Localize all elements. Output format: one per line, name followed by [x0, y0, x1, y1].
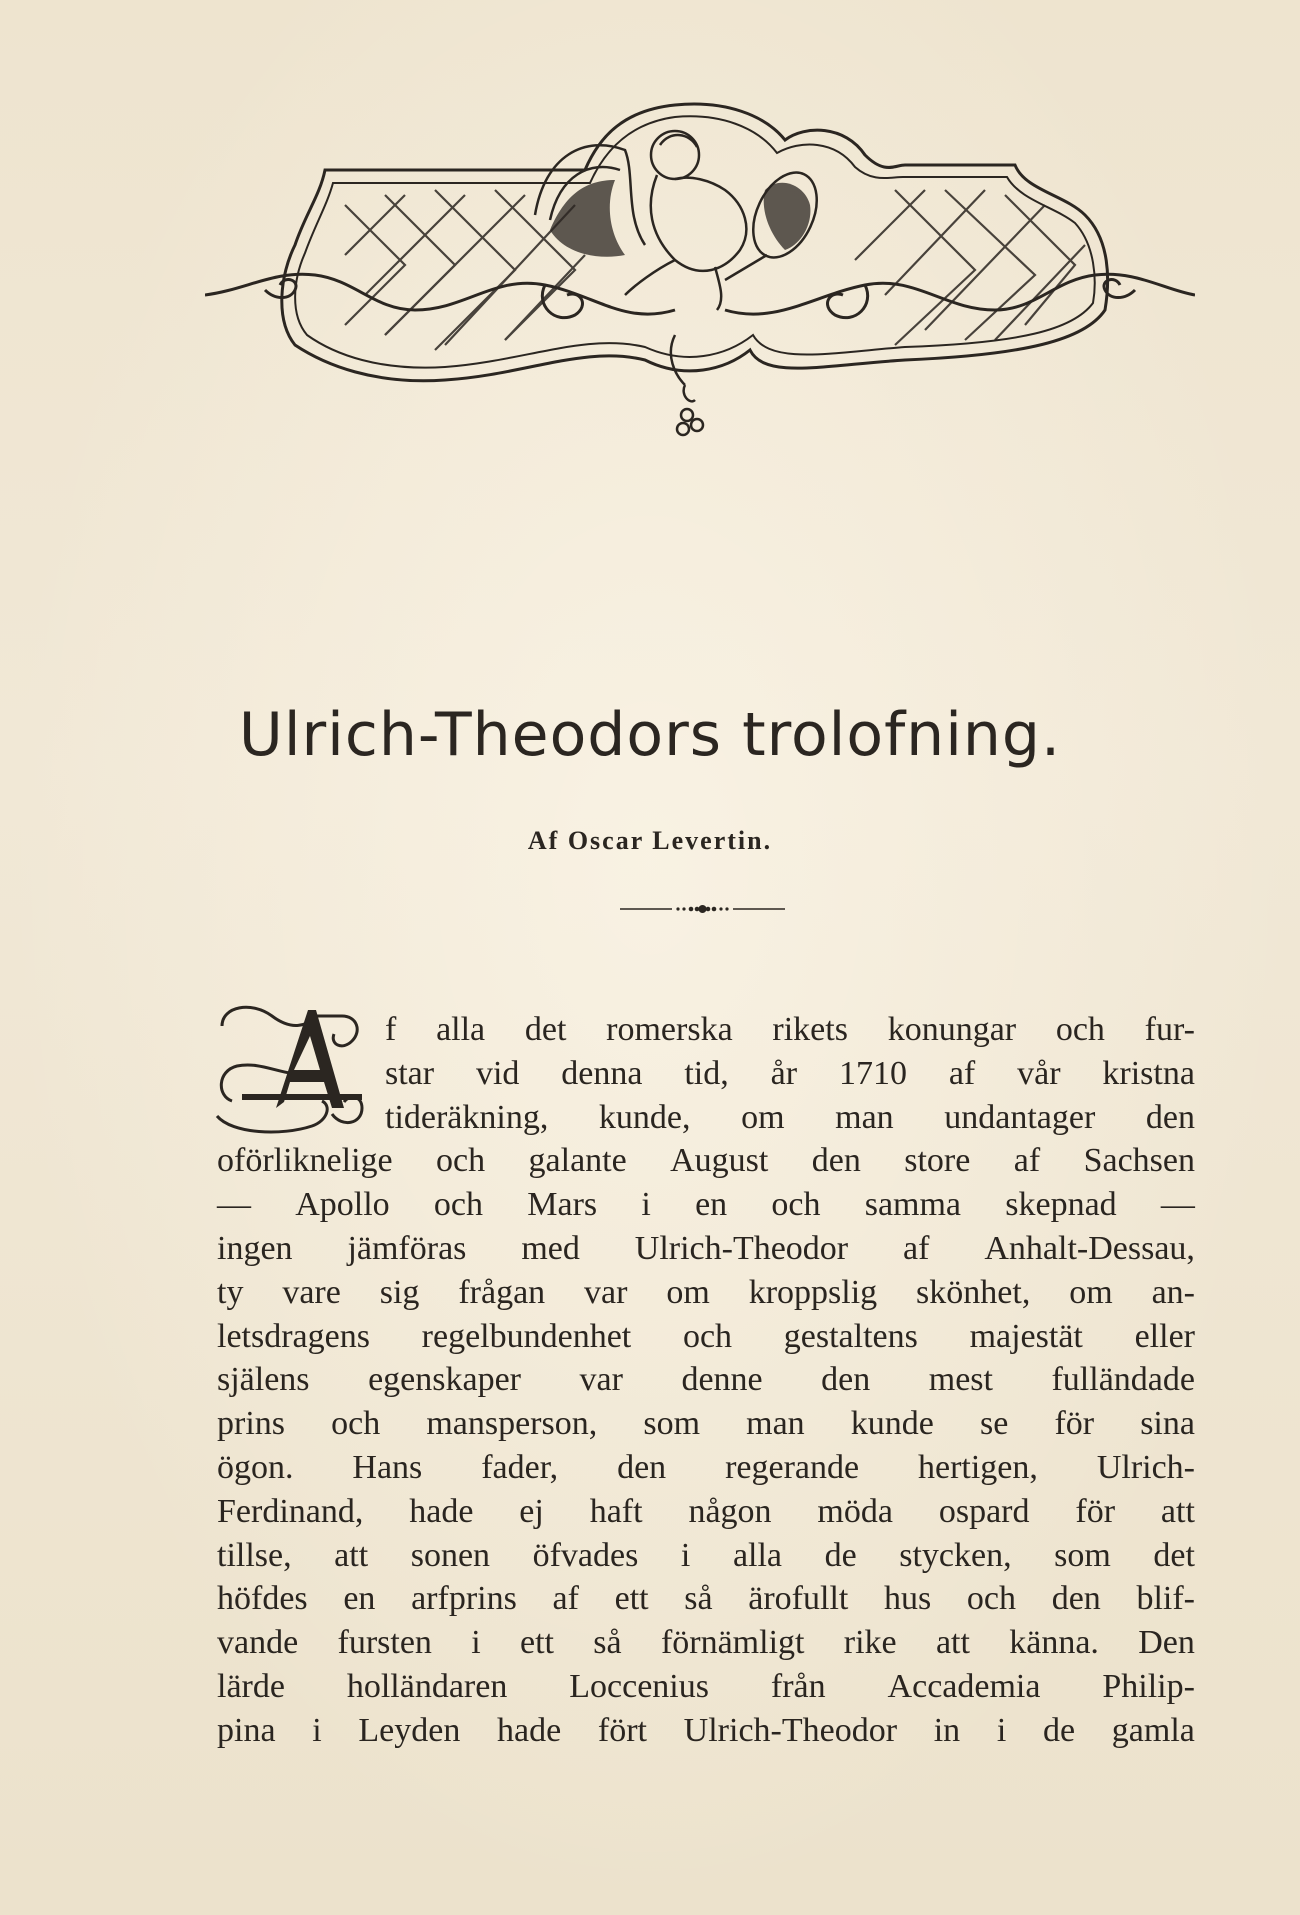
word: Hans	[352, 1448, 423, 1486]
word: i	[471, 1624, 481, 1662]
word: var	[584, 1273, 628, 1311]
word: undantager	[944, 1098, 1096, 1136]
word: höfdes	[217, 1580, 308, 1618]
word: ej	[519, 1492, 544, 1530]
word: denne	[681, 1361, 763, 1399]
text-line	[217, 1709, 1195, 1753]
word: Leyden	[358, 1711, 461, 1749]
word: om	[1069, 1273, 1113, 1311]
word: in	[933, 1711, 961, 1749]
word: man	[746, 1405, 805, 1443]
word: holländaren	[346, 1667, 508, 1705]
word: så	[593, 1624, 622, 1662]
word: jämföras	[347, 1229, 467, 1267]
word: ett	[520, 1624, 554, 1662]
word: kunde,	[598, 1098, 691, 1136]
word: af	[552, 1580, 579, 1618]
word: alla	[436, 1011, 486, 1048]
word: fader,	[481, 1448, 559, 1486]
word: prins	[217, 1405, 285, 1443]
word: romerska	[606, 1011, 733, 1048]
word: sonen	[410, 1536, 491, 1574]
word: med	[521, 1229, 580, 1267]
word: rikets	[772, 1011, 848, 1048]
word: blif-	[1136, 1580, 1195, 1618]
word: pina	[217, 1711, 276, 1749]
byline-text: Af Oscar Levertin.	[527, 826, 773, 855]
word: år	[770, 1054, 798, 1092]
text-line	[217, 1490, 1195, 1534]
word: kunde	[850, 1405, 934, 1443]
word: det	[1153, 1536, 1195, 1574]
word: var	[579, 1361, 623, 1399]
word: någon	[688, 1492, 772, 1530]
word: mest	[928, 1361, 993, 1399]
word: man	[835, 1098, 894, 1136]
word: öfvades	[532, 1536, 639, 1574]
word: regelbundenhet	[421, 1317, 632, 1355]
word: fört	[597, 1711, 647, 1749]
word: fursten	[337, 1624, 432, 1662]
word: August	[670, 1142, 769, 1180]
word: vår	[1017, 1054, 1061, 1092]
word: vid	[475, 1054, 520, 1092]
text-line	[217, 1577, 1195, 1621]
text-line	[217, 1008, 1195, 1052]
word: fur-	[1144, 1011, 1195, 1048]
word: så	[684, 1580, 713, 1618]
word: egenskaper	[368, 1361, 521, 1399]
word: den	[1051, 1580, 1101, 1618]
word: store	[904, 1142, 971, 1180]
word: tid,	[684, 1054, 729, 1092]
word: tideräkning,	[385, 1098, 549, 1136]
page-title: Ulrich-Theodors trolofning.	[238, 700, 1062, 770]
word: skepnad	[1005, 1186, 1117, 1224]
word: de	[1043, 1711, 1076, 1749]
text-line	[217, 1227, 1195, 1271]
word: förnämligt	[660, 1624, 805, 1662]
word: att	[935, 1624, 970, 1662]
word: om	[666, 1273, 710, 1311]
word: möda	[817, 1492, 893, 1530]
text-line	[217, 1096, 1195, 1140]
word: hus	[884, 1580, 932, 1618]
word: regerande	[725, 1448, 860, 1486]
byline	[0, 826, 1300, 856]
text-line	[217, 1139, 1195, 1183]
word: kristna	[1102, 1054, 1195, 1092]
text-line	[217, 1052, 1195, 1096]
word: Ferdinand,	[217, 1492, 364, 1530]
word: ett	[614, 1580, 649, 1618]
word: Ulrich-Theodor	[634, 1229, 849, 1267]
word: vande	[217, 1624, 299, 1662]
cherub-ornament-icon	[205, 95, 1195, 455]
word: mansperson,	[426, 1405, 598, 1443]
word: de	[824, 1536, 857, 1574]
word: och	[331, 1405, 381, 1443]
word: att	[334, 1536, 369, 1574]
word: en	[695, 1186, 728, 1224]
word: gamla	[1111, 1711, 1195, 1749]
word: an-	[1151, 1273, 1195, 1311]
word: Accademia	[887, 1667, 1041, 1705]
word: Anhalt-Dessau,	[984, 1229, 1195, 1267]
word: och	[682, 1317, 733, 1355]
word: frågan	[458, 1273, 546, 1311]
word: kroppslig	[748, 1273, 878, 1311]
word: tillse,	[217, 1536, 292, 1574]
text-line	[217, 1271, 1195, 1315]
word: haft	[589, 1492, 643, 1530]
word: letsdragens	[217, 1317, 370, 1355]
text-line	[217, 1315, 1195, 1359]
text-line	[217, 1534, 1195, 1578]
word: af	[948, 1054, 976, 1092]
word: galante	[528, 1142, 627, 1180]
word: om	[741, 1098, 785, 1136]
text-line	[217, 1402, 1195, 1446]
word: den	[617, 1448, 667, 1486]
word: konungar	[887, 1011, 1017, 1048]
word: hade	[409, 1492, 474, 1530]
word: —	[217, 1186, 251, 1224]
ornamental-divider-icon	[620, 899, 785, 919]
word: lärde	[217, 1667, 285, 1705]
word: Loccenius	[569, 1667, 709, 1705]
word: stycken,	[899, 1536, 1012, 1574]
word: fulländade	[1051, 1361, 1195, 1399]
word: Mars	[527, 1186, 598, 1224]
word: arfprins	[411, 1580, 517, 1618]
word: ty	[217, 1273, 244, 1311]
word: vare	[282, 1273, 341, 1311]
word: att	[1160, 1492, 1195, 1530]
text-line	[217, 1665, 1195, 1709]
word: f	[385, 1011, 397, 1048]
word: af	[1013, 1142, 1041, 1180]
word: denna	[561, 1054, 643, 1092]
word: den	[821, 1361, 871, 1399]
word: sina	[1140, 1405, 1195, 1443]
word: från	[770, 1667, 826, 1705]
word: i	[641, 1186, 651, 1224]
word: den	[811, 1142, 861, 1180]
word: en	[343, 1580, 376, 1618]
word: 1710	[838, 1054, 907, 1092]
word: Sachsen	[1083, 1142, 1195, 1180]
word: i	[996, 1711, 1007, 1749]
word: se	[980, 1405, 1009, 1443]
word: alla	[732, 1536, 783, 1574]
word: och	[433, 1186, 484, 1224]
word: i	[312, 1711, 322, 1749]
word: Ulrich-	[1096, 1448, 1195, 1486]
word: star	[385, 1054, 435, 1092]
word: Ulrich-Theodor	[683, 1711, 898, 1749]
word: Philip-	[1102, 1667, 1195, 1705]
word: ögon.	[217, 1448, 294, 1486]
word: samma	[864, 1186, 962, 1224]
word: det	[524, 1011, 567, 1048]
word: gestaltens	[783, 1317, 918, 1355]
body-text	[217, 1008, 1195, 1753]
word: —	[1160, 1186, 1195, 1224]
word: och	[436, 1142, 486, 1180]
word: ärofullt	[748, 1580, 849, 1618]
word: oförliknelige	[217, 1142, 393, 1180]
word: och	[966, 1580, 1017, 1618]
word: eller	[1134, 1317, 1195, 1355]
word: ingen	[217, 1229, 293, 1267]
word: känna.	[1009, 1624, 1099, 1662]
word: och	[771, 1186, 821, 1224]
word: skönhet,	[916, 1273, 1031, 1311]
word: och	[1055, 1011, 1105, 1048]
word: sig	[379, 1273, 420, 1311]
word: af	[903, 1229, 930, 1267]
word: som	[643, 1405, 701, 1443]
word: rike	[843, 1624, 897, 1662]
word: för	[1054, 1405, 1095, 1443]
word: hade	[497, 1711, 562, 1749]
word: som	[1054, 1536, 1111, 1574]
text-line	[217, 1446, 1195, 1490]
text-line	[217, 1183, 1195, 1227]
word: Apollo	[295, 1186, 390, 1224]
text-line	[217, 1621, 1195, 1665]
word: den	[1145, 1098, 1195, 1136]
word: för	[1075, 1492, 1116, 1530]
text-line	[217, 1358, 1195, 1402]
word: ospard	[938, 1492, 1030, 1530]
word: själens	[217, 1361, 310, 1399]
word: hertigen,	[918, 1448, 1038, 1486]
word: i	[680, 1536, 691, 1574]
word: Den	[1138, 1624, 1195, 1662]
word: majestät	[969, 1317, 1083, 1355]
